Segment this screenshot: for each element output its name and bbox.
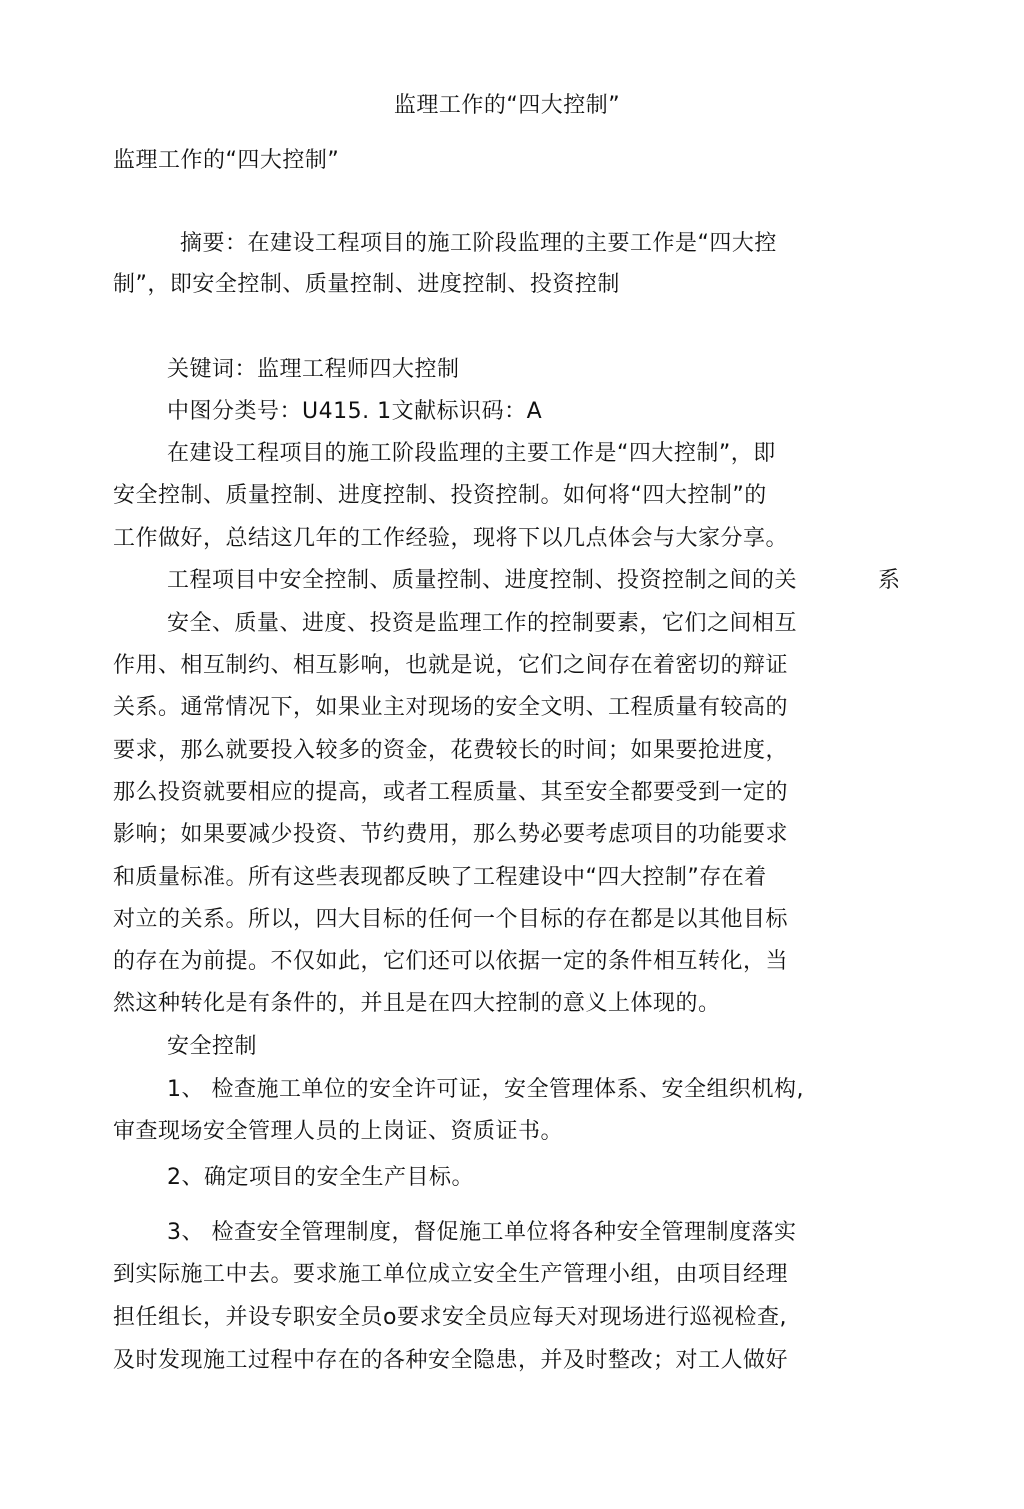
abstract-line: 摘要：在建设工程项目的施工阶段监理的主要工作是“四大控: [180, 231, 777, 256]
list-item-line: 审查现场安全管理人员的上岗证、资质证书。: [113, 1119, 564, 1144]
paragraph-line: 对立的关系。所以，四大目标的任何一个目标的存在都是以其他目标: [113, 907, 789, 932]
list-item-line: 3、 检查安全管理制度，督促施工单位将各种安全管理制度落实: [167, 1220, 797, 1245]
paragraph-line: 影响；如果要减少投资、节约费用，那么势必要考虑项目的功能要求: [113, 822, 789, 847]
paragraph-line: 和质量标准。所有这些表现都反映了工程建设中“四大控制”存在着: [113, 865, 767, 890]
paragraph-line: 安全、质量、进度、投资是监理工作的控制要素，它们之间相互: [167, 611, 798, 636]
header-title: 监理工作的“四大控制”: [393, 93, 621, 118]
keywords: 关键词：监理工程师四大控制: [167, 357, 460, 382]
section-heading: 工程项目中安全控制、质量控制、进度控制、投资控制之间的关: [167, 568, 798, 593]
paragraph-line: 工作做好，总结这几年的工作经验，现将下以几点体会与大家分享。: [113, 526, 789, 551]
section-heading-tail: 系: [878, 568, 901, 593]
paragraph-line: 要求，那么就要投入较多的资金，花费较长的时间；如果要抢进度，: [113, 738, 789, 763]
list-item-line: 到实际施工中去。要求施工单位成立安全生产管理小组，由项目经理: [113, 1262, 789, 1287]
list-item-line: 及时发现施工过程中存在的各种安全隐患，并及时整改；对工人做好: [113, 1348, 789, 1373]
list-item-line: 担任组长，并设专职安全员o要求安全员应每天对现场进行巡视检查,: [113, 1305, 787, 1330]
classification: 中图分类号：U415. 1文献标识码：A: [167, 399, 543, 424]
paragraph-line: 安全控制、质量控制、进度控制、投资控制。如何将“四大控制”的: [113, 483, 767, 508]
abstract-line: 制”，即安全控制、质量控制、进度控制、投资控制: [113, 272, 620, 297]
document-title: 监理工作的“四大控制”: [113, 148, 340, 173]
safety-heading: 安全控制: [167, 1034, 258, 1059]
paragraph-line: 作用、相互制约、相互影响，也就是说，它们之间存在着密切的辩证: [113, 653, 789, 678]
paragraph-line: 然这种转化是有条件的，并且是在四大控制的意义上体现的。: [113, 991, 721, 1016]
list-item-line: 1、 检查施工单位的安全许可证，安全管理体系、安全组织机构,: [167, 1077, 804, 1102]
paragraph-line: 在建设工程项目的施工阶段监理的主要工作是“四大控制”，即: [167, 441, 776, 466]
safety-item-2: 2、确定项目的安全生产目标。: [167, 1165, 474, 1190]
paragraph-line: 的存在为前提。不仅如此，它们还可以依据一定的条件相互转化，当: [113, 949, 789, 974]
paragraph-line: 关系。通常情况下，如果业主对现场的安全文明、工程质量有较高的: [113, 695, 789, 720]
paragraph-line: 那么投资就要相应的提高，或者工程质量、其至安全都要受到一定的: [113, 780, 789, 805]
